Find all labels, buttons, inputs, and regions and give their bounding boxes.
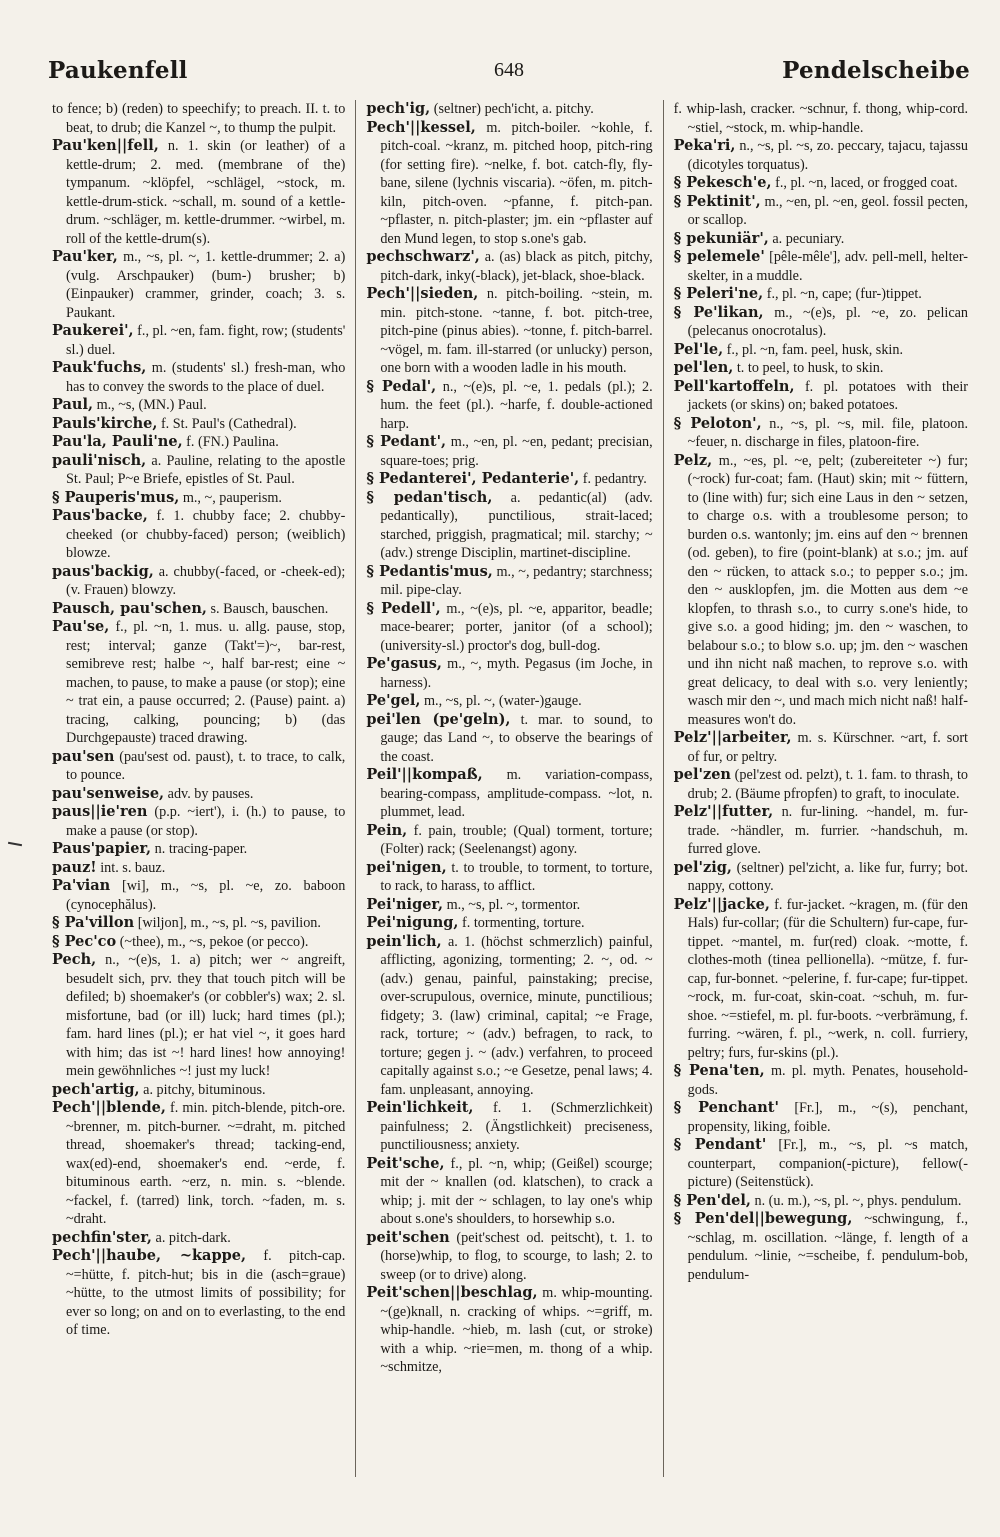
entry-definition: [wi], m., ~s, pl. ~e, zo. baboon (cynocephălus). (66, 878, 346, 913)
entry-headword: Pauls'kirche, (52, 414, 158, 432)
dictionary-entry (674, 859, 968, 896)
entry-headword: Peil'||kompaß, (366, 766, 483, 783)
entry-definition: [Fr.], m., ~(s), penchant, propensity, liking, foible. (687, 1100, 969, 1135)
entry-definition: f., pl. ~n, laced, or frogged coat. (775, 175, 958, 191)
column-middle (355, 100, 662, 1477)
entry-headword: pauli'nisch, (52, 451, 147, 469)
entry-headword: Pau'la, Pauli'ne, (52, 433, 183, 450)
dictionary-entry (674, 137, 968, 174)
dictionary-entry (52, 433, 345, 452)
entry-definition: f., pl. ~en, fam. fight, row; (students' sl.) duel. (66, 323, 346, 358)
entry-headword: § Penchant' (673, 1099, 779, 1116)
entry-definition: f. pain, trouble; (Qual) torment, torture; (Folter) rack; (Seelenangst) agony. (380, 822, 653, 857)
entry-definition: n. pitch-boiling. ~stein, m. min. pitch-stone. ~tanne, f. bot. pitch-tree, pitch-pine (pinus abies). ~tonne, f. pitch-barrel. ~vögel, m. fam. ill-starred (or unlucky) person, one born with a wooden ladle in his mouth. (380, 286, 653, 376)
entry-headword: pau'senweise, (52, 784, 165, 802)
entry-definition: m. pitch-boiler. ~kohle, f. pitch-coal. ~kranz, m. pitched hoop, pitch-ring (for setting fire). ~nelke, f. bot. catch-fly, fly-bane, silene (lychnis viscaria). ~öfen, m. pitch-kiln, pitch-oven. ~pfanne, f. pitch-pan. ~pflaster, n. pitch-plaster; jm. ein ~pflaster auf den Mund legen, to stop s.one's gab. (380, 119, 653, 247)
dictionary-entry (366, 766, 652, 822)
entry-headword: § Pen'del, (673, 1191, 751, 1209)
dictionary-entry (366, 489, 652, 563)
entry-headword: Pe'gasus, (366, 655, 442, 672)
entry-definition: n., ~(e)s, 1. a) pitch; wer ~ angreift, besudelt sich, prv. they that touch pitch will be defiled; b) shoemaker's (or cobbler's) wax; 2. sl. misfortune, bad (or ill) luck; hard times (pl.); fam. hard lines (pl.); er hat viel ~, it goes hard with him; das ist ~! hard lines! how annoying! mein gewöhnliches ~! just my luck! (66, 952, 346, 1079)
entry-definition: n. (u. m.), ~s, pl. ~, phys. pendulum. (754, 1192, 962, 1209)
dictionary-entry (366, 600, 652, 656)
dictionary-entry (366, 692, 652, 711)
dictionary-entry (52, 100, 345, 137)
dictionary-entry (366, 433, 652, 470)
entry-definition: m., ~, pedantry; starchness; mil. pipe-clay. (380, 563, 653, 598)
entry-definition: n., ~s, pl. ~s, mil. file, platoon. ~feuer, n. discharge in files, platoon-fire. (687, 415, 969, 450)
dictionary-entry (52, 840, 345, 859)
entry-headword: pech'artig, (52, 1080, 140, 1098)
entry-definition: (pau'sest od. paust), t. to trace, to calk, to pounce. (66, 748, 346, 783)
entry-definition: m. whip-mounting. ~(ge)knall, n. cracking of whips. ~=griff, m. whip-handle. ~hieb, m. lash (cut, or stroke) with a whip. ~rie=men, m. thong of a whip. ~schmitze, (380, 1285, 653, 1375)
entry-definition: (pel'zest od. pelzt), t. 1. fam. to thrash, to drub; 2. (Bäume pfropfen) to graft, to inoculate. (687, 767, 968, 802)
entry-definition: f. (FN.) Paulina. (186, 434, 279, 450)
dictionary-entry (52, 859, 345, 878)
dictionary-entry (366, 1099, 652, 1155)
dictionary-entry (366, 378, 652, 434)
entry-headword: § Pekesch'e, (673, 174, 772, 191)
entry-definition: f. whip-lash, cracker. ~schnur, f. thong, whip-cord. ~stiel, ~stock, m. whip-handle. (673, 101, 968, 136)
entry-headword: § pekuniär', (673, 229, 769, 247)
entry-definition: f. tormenting, torture. (462, 915, 585, 931)
entry-definition: t. mar. to sound, to gauge; das Land ~, to observe the bearings of the coast. (380, 711, 653, 765)
entry-definition: t. to peel, to husk, to skin. (736, 360, 884, 376)
entry-definition: n., ~s, pl. ~s, zo. peccary, tajacu, tajassu (dicotyles torquatus). (687, 138, 969, 173)
entry-definition: [wiljon], m., ~s, pl. ~s, pavilion. (137, 915, 321, 931)
entry-headword: Pa'vian (52, 877, 111, 894)
entry-definition: f. min. pitch-blende, pitch-ore. ~brenner, m. pitch-burner. ~=draht, m. pitched thread, shoemaker's thread; tacking-end, wax(ed)-end, shoemaker's end. ~erde, f. bituminous earth. ~erz, n. min. s. ~blende. ~fackel, f. (tarred) link, torch. ~faden, m. s. ~draht. (66, 1100, 346, 1227)
entry-headword: § pedan'tisch, (366, 488, 493, 506)
entry-definition: m., ~s, pl. ~, 1. kettle-drummer; 2. a) (vulg. Arschpauker) (bum-) brusher; b) (Einpauker) crammer, grinder, coach; 3. s. Paukant. (66, 249, 346, 321)
entry-headword: Pelz'||jacke, (673, 895, 770, 913)
entry-headword: Pelz'||arbeiter, (673, 729, 792, 746)
entry-headword: Pei'niger, (366, 895, 444, 913)
entry-headword: pel'len, (673, 359, 734, 376)
dictionary-entry (674, 803, 968, 859)
dictionary-entry (674, 415, 968, 452)
dictionary-entry (674, 896, 968, 1063)
dictionary-entry (52, 600, 345, 619)
dictionary-entry (674, 729, 968, 766)
dictionary-entry (366, 822, 652, 859)
column-right (663, 100, 970, 1477)
entry-headword: peit'schen (366, 1228, 450, 1246)
entry-definition: m., ~s, pl. ~, tormentor. (446, 896, 581, 913)
entry-definition: m., ~en, pl. ~en, pedant; precisian, square-toes; prig. (380, 434, 653, 469)
dictionary-entry (52, 748, 345, 785)
dictionary-entry (52, 137, 345, 248)
entry-headword: pau'sen (52, 747, 115, 765)
dictionary-entry (674, 1062, 968, 1099)
entry-headword: Peit'schen||beschlag, (366, 1284, 538, 1301)
dictionary-entry (366, 711, 652, 767)
entry-headword: Pausch, pau'schen, (52, 599, 207, 617)
dictionary-entry (674, 174, 968, 193)
entry-headword: § Pena'ten, (673, 1062, 765, 1079)
entry-headword: § Pedant', (366, 433, 447, 450)
entry-definition: m. variation-compass, bearing-compass, amplitude-compass. ~lot, n. plummet, lead. (380, 767, 653, 820)
dictionary-entry (52, 618, 345, 748)
entry-definition: a. pecuniary. (772, 230, 845, 247)
entry-definition: (peit'schest od. peitscht), t. 1. to (horse)whip, to flog, to scourge, to lash; 2. to sweep (or to drive) along. (380, 1229, 653, 1283)
entry-headword: § Pec'co (52, 932, 117, 950)
dictionary-entry (366, 914, 652, 933)
entry-headword: § Pen'del||bewegung, (673, 1210, 853, 1227)
entry-headword: § Pa'villon (52, 914, 135, 931)
dictionary-entry (52, 951, 345, 1081)
dictionary-entry (52, 489, 345, 508)
entry-definition: f. pitch-cap. ~=hütte, f. pitch-hut; bis in die (asch=graue) ~hütte, to the utmost limits of possibility; for ever so long; on and on to everlasting, to the end of time. (66, 1248, 346, 1338)
entry-headword: Pauk'fuchs, (52, 359, 147, 376)
entry-definition: a. 1. (höchst schmerzlich) painful, afflicting, agonizing, tormenting; 2. ~, od. ~ (adv.) genau, painful, painstaking; precise, over-scrupulous, overnice, minute, punctilious; fidgety; 3. (law) criminal, capital; ~e Frage, rack, torture; ~ (adv.) befragen, to rack, to torture; gegen j. ~ (adv.) verfahren, to proceed capitally against s.o.; ~e Gesetze, penal laws; 4. fam. unpleasant, annoying. (380, 933, 653, 1098)
dictionary-entry (674, 1192, 968, 1211)
dictionary-entry (674, 1210, 968, 1284)
dictionary-entry (52, 563, 345, 600)
entry-headword: Paul, (52, 396, 94, 413)
dictionary-entry (674, 452, 968, 730)
entry-headword: § Pedell', (366, 599, 441, 617)
dictionary-entry (52, 359, 345, 396)
entry-headword: Pau'ken||fell, (52, 137, 159, 154)
entry-headword: Pei'nigung, (366, 914, 459, 931)
entry-headword: Pau'ker, (52, 248, 118, 265)
dictionary-entry (366, 859, 652, 896)
dictionary-entry (52, 415, 345, 434)
entry-headword: Paus'backe, (52, 507, 148, 524)
entry-definition: m., ~(e)s, pl. ~e, zo. pelican (pelecanus onocrotalus). (687, 304, 969, 339)
running-head-left: Paukenfell (48, 56, 188, 84)
dictionary-entry (52, 877, 345, 914)
entry-definition: f., pl. ~n, fam. peel, husk, skin. (726, 341, 903, 358)
dictionary-entry (52, 803, 345, 840)
entry-headword: pei'len (pe'geln), (366, 710, 511, 728)
entry-headword: § Peleri'ne, (673, 285, 764, 302)
dictionary-entry (366, 119, 652, 249)
entry-definition: f. 1. chubby face; 2. chubby-cheeked (or chubby-faced) person; (weiblich) blowze. (66, 508, 346, 561)
entry-definition: adv. by pauses. (167, 785, 254, 802)
entry-headword: § Pedanterei', Pedanterie', (366, 470, 580, 487)
entry-headword: pauz! (52, 858, 97, 876)
entry-definition: m., ~en, pl. ~en, geol. fossil pecten, or scallop. (687, 193, 969, 228)
entry-definition: (seltner) pech'icht, a. pitchy. (433, 101, 594, 117)
entry-definition: f. St. Paul's (Cathedral). (160, 415, 297, 432)
entry-headword: § pelemele' (673, 248, 765, 265)
dictionary-entry (674, 766, 968, 803)
entry-definition: f. 1. (Schmerzlichkeit) painfulness; 2. (Ängstlichkeit) preciseness, punctiliousness; anxiety. (380, 1100, 653, 1153)
entry-definition: n. fur-lining. ~handel, m. fur-trade. ~händler, m. furrier. ~handschuh, m. furred glove. (687, 804, 968, 857)
entry-headword: paus'backig, (52, 562, 154, 580)
entry-headword: Pelz, (673, 451, 713, 469)
entry-headword: Pau'se, (52, 618, 110, 635)
entry-headword: Pech'||haube, ~kappe, (52, 1247, 246, 1264)
dictionary-entry (366, 933, 652, 1100)
dictionary-entry (674, 304, 968, 341)
entry-definition: f. fur-jacket. ~kragen, m. (für den Hals) fur-collar; (für die Schultern) fur-cape, fur-tippet. ~mantel, m. fur(red) cloak. ~motte, f. clothes-moth (tinea pellionella). ~mütze, f. fur-cap, fur-bonnet. ~pelerine, f. fur-cape; fur-tippet. ~rock, m. fur-coat, skin-coat. ~schuh, m. fur-shoe. ~=stiefel, m. pl. fur-boots. ~verbrämung, f. furring. ~wären, f. pl., ~werk, n. coll. furriery, peltry; furs, fur-skins (pl.). (687, 896, 969, 1061)
entry-headword: Pech'||blende, (52, 1099, 166, 1116)
entry-definition: m. pl. myth. Penates, household-gods. (687, 1063, 969, 1098)
dictionary-entry (52, 785, 345, 804)
dictionary-entry (366, 285, 652, 378)
entry-headword: Pech'||kessel, (366, 118, 476, 136)
dictionary-entry (674, 193, 968, 230)
columns-container (48, 100, 970, 1477)
entry-definition: m., ~es, pl. ~e, pelt; (zubereiteter ~) fur; (~rock) fur-coat; fam. (Haut) skin; mit ~ füttern, to (line with) fur; sich eine Laus in den ~ setzen, to charge o.s. with a troublesome person; to burden o.s. wantonly; jm. eins auf den ~ brennen (od. geben), to fire (point-blank) at s.o.; jm. auf den ~ rücken, to attack s.o.; to pepper s.o.; jm. den ~ ausklopfen, jm. die Motten aus dem ~e klopfen, to thrash s.o., to curry s.one's hide, to give s.o. a good hiding; jm. den ~ waschen, to belabour s.o.; to blow s.o. up; jm. den ~ waschen und ihn nicht naß machen, to reprove s.o. with great delicacy, to deal with s.o. very leniently; wasch mir den ~, und mach mich nicht naß! half-measures won't do. (687, 452, 969, 728)
dictionary-entry (366, 1155, 652, 1229)
entry-definition: f., pl. ~n, whip; (Geißel) scourge; mit der ~ knallen (od. klatschen), to crack a whip; j. mit der ~ schlagen, to lay one's whip about s.one's shoulders, to horsewhip s.o. (380, 1155, 653, 1227)
dictionary-entry (52, 452, 345, 489)
entry-definition: m., ~, myth. Pegasus (im Joche, in harness). (380, 656, 653, 691)
entry-definition: f., pl. ~n, 1. mus. u. allg. pause, stop, rest; interval; ganze (Takt'=)~, bar-rest, semibreve rest; halbe ~, half bar-rest; eine ~ machen, to pause, to make a pause (or stop); eine ~ trat ein, a pause occurred; 2. (Pause) paint. a) tracing, calking, pouncing; b) (das Durchgepauste) traced drawing. (66, 619, 346, 746)
entry-headword: Pein'lichkeit, (366, 1099, 474, 1116)
entry-definition: m., ~(e)s, pl. ~e, apparitor, beadle; mace-bearer; porter, janitor (of a school); (university-sl.) proctor's dog, bull-dog. (380, 600, 653, 654)
dictionary-entry (52, 396, 345, 415)
entry-definition: a. pedantic(al) (adv. pedantically), punctilious, strait-laced; starched, priggish, pragmatical; mil. starchy; ~ (adv.) strenge Disciplin, martinet-discipline. (380, 489, 653, 561)
entry-definition: to fence; b) (reden) to speechify; to preach. II. t. to beat, to drub; die Kanzel ~, to thump the pulpit. (52, 101, 346, 136)
entry-definition: a. pitchy, bituminous. (143, 1081, 266, 1098)
entry-headword: Pech, (52, 951, 97, 968)
entry-headword: Pe'gel, (366, 692, 421, 709)
dictionary-entry (674, 359, 968, 378)
dictionary-entry (366, 100, 652, 119)
entry-headword: § Pedantis'mus, (366, 562, 493, 580)
dictionary-entry (52, 933, 345, 952)
entry-definition: n. tracing-paper. (154, 841, 248, 857)
dictionary-entry (366, 1229, 652, 1285)
entry-definition: f., pl. ~n, cape; (fur-)tippet. (766, 286, 922, 302)
dictionary-entry (366, 248, 652, 285)
entry-definition: (seltner) pel'zicht, a. like fur, furry; bot. nappy, cottony. (687, 859, 968, 894)
dictionary-entry (366, 470, 652, 489)
entry-definition: a. Pauline, relating to the apostle St. Paul; P~e Briefe, epistles of St. Paul. (66, 452, 346, 487)
entry-definition: n., ~(e)s, pl. ~e, 1. pedals (pl.); 2. hum. the feet (pl.). ~harfe, f. double-actioned harp. (380, 378, 653, 432)
entry-headword: § Pendant' (673, 1136, 767, 1153)
dictionary-entry (52, 914, 345, 933)
dictionary-entry (52, 1229, 345, 1248)
entry-headword: Paukerei', (52, 322, 134, 339)
entry-definition: a. pitch-dark. (155, 1229, 231, 1246)
entry-definition: [pêle-mêle'], adv. pell-mell, helter-skelter, in a muddle. (687, 249, 968, 284)
entry-definition: t. to trouble, to torment, to torture, to rack, to harass, to afflict. (380, 859, 653, 894)
entry-headword: § Pedal', (366, 377, 437, 395)
entry-definition: m. s. Kürschner. ~art, f. sort of fur, or peltry. (687, 730, 968, 765)
entry-definition: f. pl. potatoes with their jackets (or skins) on; baked potatoes. (687, 378, 968, 413)
entry-definition: a. chubby(-faced, or -cheek-ed); (v. Frauen) blowzy. (66, 563, 346, 598)
entry-definition: (~thee), m., ~s, pekoe (or pecco). (119, 933, 309, 950)
entry-definition: s. Bausch, bauschen. (210, 600, 329, 617)
dictionary-entry (52, 507, 345, 563)
dictionary-entry (674, 285, 968, 304)
entry-headword: Pelz'||futter, (673, 803, 774, 820)
page-number: 648 (494, 58, 524, 81)
entry-definition: m., ~s, pl. ~, (water-)gauge. (423, 693, 582, 709)
dictionary-entry (52, 1081, 345, 1100)
entry-headword: Peka'ri, (673, 137, 736, 154)
margin-pencil-mark (8, 842, 22, 846)
entry-headword: pei'nigen, (366, 858, 447, 876)
entry-headword: § Pektinit', (673, 192, 761, 210)
entry-definition: m., ~s, (MN.) Paul. (96, 397, 207, 413)
entry-headword: Pein, (366, 821, 408, 839)
page-header (48, 52, 970, 88)
dictionary-entry (366, 563, 652, 600)
entry-headword: § Pauperis'mus, (52, 488, 180, 506)
entry-definition: a. (as) black as pitch, pitchy, pitch-dark, inky(-black), jet-black, shoe-black. (380, 249, 653, 284)
dictionary-entry (674, 1136, 968, 1192)
dictionary-entry (52, 1099, 345, 1229)
entry-headword: Pell'kartoffeln, (673, 377, 795, 395)
dictionary-entry (52, 322, 345, 359)
entry-headword: pechfin'ster, (52, 1228, 152, 1246)
dictionary-entry (52, 248, 345, 322)
dictionary-entry (366, 655, 652, 692)
dictionary-entry (674, 100, 968, 137)
column-left (48, 100, 355, 1477)
entry-definition: int. s. bauz. (100, 859, 166, 876)
running-head-right: Pendelscheibe (782, 56, 970, 84)
entry-definition: m. (students' sl.) fresh-man, who has to convey the swords to the place of duel. (66, 360, 346, 395)
entry-headword: pel'zig, (673, 858, 732, 876)
dictionary-entry (674, 230, 968, 249)
dictionary-entry (674, 1099, 968, 1136)
entry-headword: pel'zen (673, 766, 731, 783)
entry-headword: Peit'sche, (366, 1154, 445, 1172)
dictionary-entry (52, 1247, 345, 1340)
dictionary-entry (674, 341, 968, 360)
dictionary-entry (366, 1284, 652, 1377)
entry-definition: (p.p. ~iert'), i. (h.) to pause, to make a pause (or stop). (66, 804, 346, 839)
entry-headword: Pech'||sieden, (366, 285, 479, 302)
dictionary-entry (674, 378, 968, 415)
entry-headword: pein'lich, (366, 932, 442, 950)
entry-definition: [Fr.], m., ~s, pl. ~s match, counterpart, companion(-picture), fellow(-picture) (Seitenstück). (687, 1137, 968, 1190)
entry-headword: paus||ie'ren (52, 803, 148, 820)
entry-headword: pech'ig, (366, 100, 431, 117)
entry-headword: Pel'le, (673, 340, 724, 358)
entry-headword: pechschwarz', (366, 248, 480, 265)
entry-definition: m., ~, pauperism. (182, 489, 282, 506)
entry-definition: ~schwingung, f., ~schlag, m. oscillation. ~länge, f. length of a pendulum. ~linie, ~=scheibe, f. pendulum-bob, pendulum- (687, 1211, 969, 1283)
entry-headword: § Peloton', (673, 414, 762, 432)
entry-definition: n. 1. skin (or leather) of a kettle-drum; 2. med. (membrane of the) tympanum. ~klöpfel, ~schlägel, ~stock, m. kettle-drum-stick. ~schall, m. sound of a kettle-drum. ~schläger, m. kettle-drummer. ~wirbel, m. roll of the kettle-drum(s). (66, 138, 346, 247)
dictionary-entry (366, 896, 652, 915)
entry-definition: f. pedantry. (582, 471, 647, 487)
entry-headword: § Pe'likan, (673, 303, 764, 321)
dictionary-entry (674, 248, 968, 285)
entry-headword: Paus'papier, (52, 840, 152, 857)
